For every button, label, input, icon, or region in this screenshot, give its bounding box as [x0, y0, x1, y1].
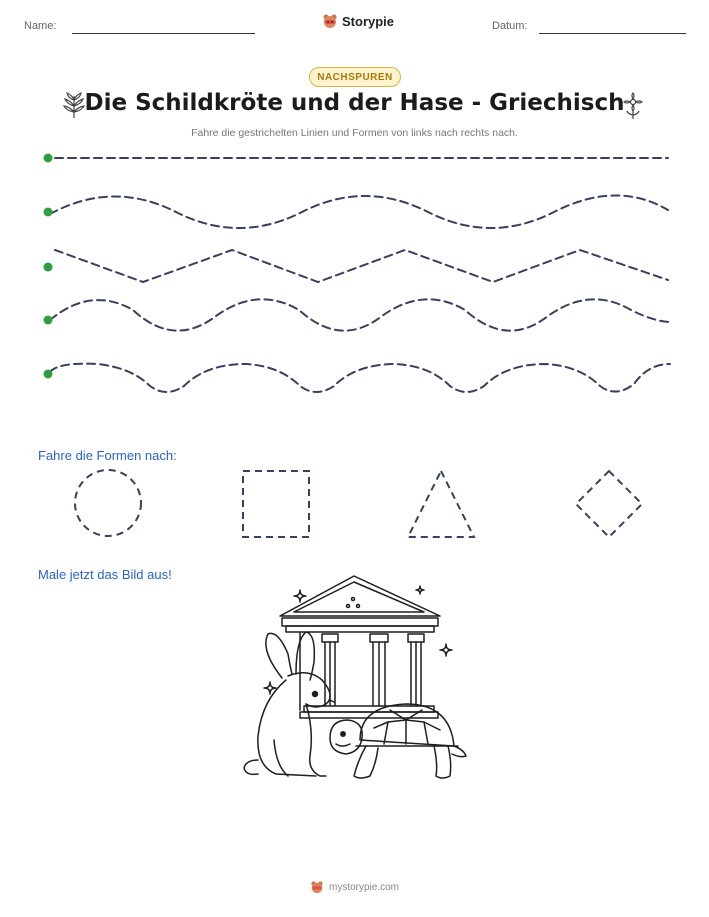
coloring-section-label: Male jetzt das Bild aus! — [38, 567, 172, 582]
date-line[interactable] — [539, 33, 686, 34]
name-label: Name: — [24, 20, 57, 32]
start-dot — [44, 263, 53, 272]
turtle — [330, 704, 466, 778]
flower-icon — [621, 92, 645, 120]
trace-circle[interactable] — [75, 470, 141, 536]
trace-line-deep-wave[interactable] — [50, 364, 670, 392]
tracing-area — [0, 140, 709, 400]
trace-line-wave[interactable] — [50, 299, 672, 330]
footer — [0, 880, 709, 894]
start-dot — [44, 370, 53, 379]
bear-mascot-icon — [322, 13, 338, 29]
start-dot — [44, 208, 53, 217]
start-dot — [44, 316, 53, 325]
instructions: Fahre die gestrichelten Linien und Formen von links nach rechts nach. — [191, 127, 518, 139]
name-line[interactable] — [72, 33, 255, 34]
footer-url[interactable]: mystorypie.com — [328, 881, 399, 893]
shapes-area — [0, 462, 709, 542]
brand-logo — [322, 13, 394, 29]
trace-diamond[interactable] — [576, 471, 642, 537]
page-title: Die Schildkröte und der Hase - Griechisch — [84, 90, 625, 116]
shapes-section-label: Fahre die Formen nach: — [38, 448, 177, 463]
coloring-picture[interactable] — [230, 570, 480, 790]
trace-triangle[interactable] — [408, 471, 474, 537]
activity-badge: NACHSPUREN — [309, 67, 401, 87]
rabbit — [244, 632, 334, 776]
bear-mascot-icon — [310, 880, 324, 894]
trace-square[interactable] — [243, 471, 309, 537]
date-label: Datum: — [492, 20, 528, 32]
start-dot — [44, 154, 53, 163]
brand-name: Storypie — [342, 13, 395, 29]
trace-line-zigzag[interactable] — [55, 250, 668, 282]
trace-line-gentle-wave[interactable] — [50, 195, 668, 228]
greek-temple — [280, 576, 440, 718]
